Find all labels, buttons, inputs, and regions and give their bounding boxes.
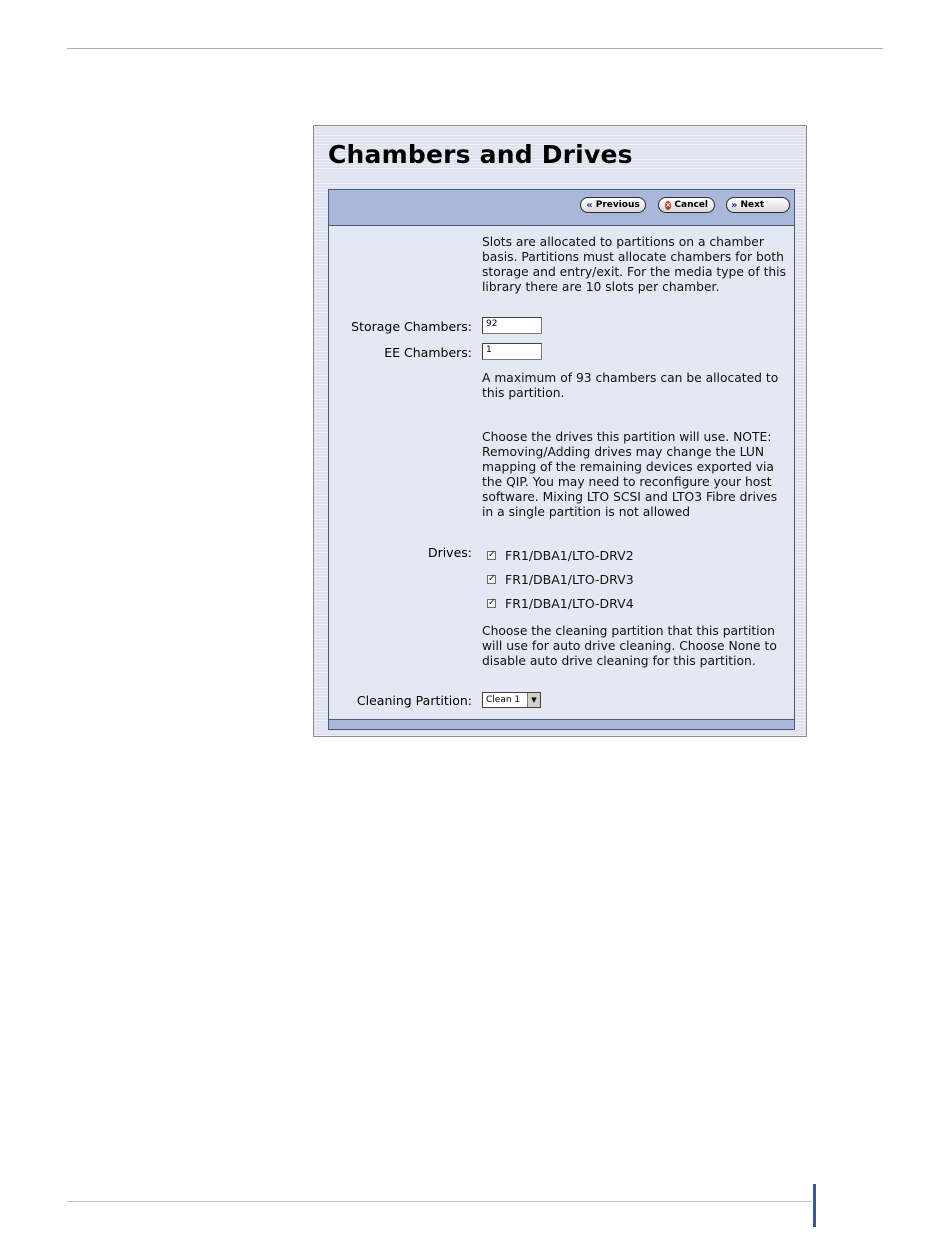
cancel-icon: × <box>665 200 672 209</box>
drive-checkbox[interactable] <box>487 575 496 584</box>
next-button[interactable] <box>726 197 790 213</box>
checkmark-icon: ✓ <box>488 574 496 584</box>
cleaning-partition-select[interactable] <box>482 692 541 708</box>
double-chevron-right-icon: » <box>731 199 736 211</box>
storage-chambers-label: Storage Chambers: <box>351 319 472 334</box>
drives-instructions: Choose the drives this partition will use. NOTE: Removing/Adding drives may change the LUN mapping of the remaining devices exported via the QIP. You may need to reconfigure your host software. Mixing LTO SCSI and LTO3 Fibre drives in a single partition is not allowed <box>482 430 778 519</box>
checkmark-icon: ✓ <box>488 598 496 608</box>
chambers-drives-panel <box>313 125 807 737</box>
checkmark-icon: ✓ <box>488 550 496 560</box>
next-button-label: Next <box>740 200 765 210</box>
drive-checkbox[interactable] <box>487 551 496 560</box>
footer-rule <box>67 1201 812 1202</box>
drive-name: FR1/DBA1/LTO-DRV2 <box>505 548 634 563</box>
dropdown-arrow-icon[interactable]: ▼ <box>527 693 540 707</box>
ee-chambers-label: EE Chambers: <box>384 345 472 360</box>
storage-chambers-input[interactable]: 92 <box>482 317 542 334</box>
form-footer-bar <box>329 719 794 729</box>
drives-label: Drives: <box>427 545 472 560</box>
cancel-button-label: Cancel <box>674 200 708 210</box>
form-container <box>328 189 795 730</box>
previous-button-label: Previous <box>595 200 640 210</box>
previous-button[interactable] <box>580 197 646 213</box>
drive-row <box>487 572 634 587</box>
max-chambers-text: A maximum of 93 chambers can be allocated to this partition. <box>482 371 779 400</box>
drive-name: FR1/DBA1/LTO-DRV4 <box>505 596 634 611</box>
drive-name: FR1/DBA1/LTO-DRV3 <box>505 572 634 587</box>
footer-tick <box>813 1184 816 1227</box>
cleaning-partition-label: Cleaning Partition: <box>356 693 472 708</box>
cleaning-instructions: Choose the cleaning partition that this partition will use for auto drive cleaning. Choose None to disable auto drive cleaning for this partition. <box>482 624 777 668</box>
header-rule <box>67 48 883 49</box>
cancel-button[interactable] <box>658 197 715 213</box>
wizard-toolbar <box>329 190 794 226</box>
ee-chambers-input[interactable]: 1 <box>482 343 542 360</box>
cleaning-partition-value: Clean 1 <box>486 695 521 705</box>
double-chevron-left-icon: « <box>586 199 591 211</box>
drive-row <box>487 548 634 563</box>
drive-row <box>487 596 634 611</box>
intro-text: Slots are allocated to partitions on a chamber basis. Partitions must allocate chambers for both storage and entry/exit. For the media type of this library there are 10 slots per chamber. <box>482 235 787 294</box>
drive-checkbox[interactable] <box>487 599 496 608</box>
page-title: Chambers and Drives <box>328 140 633 169</box>
